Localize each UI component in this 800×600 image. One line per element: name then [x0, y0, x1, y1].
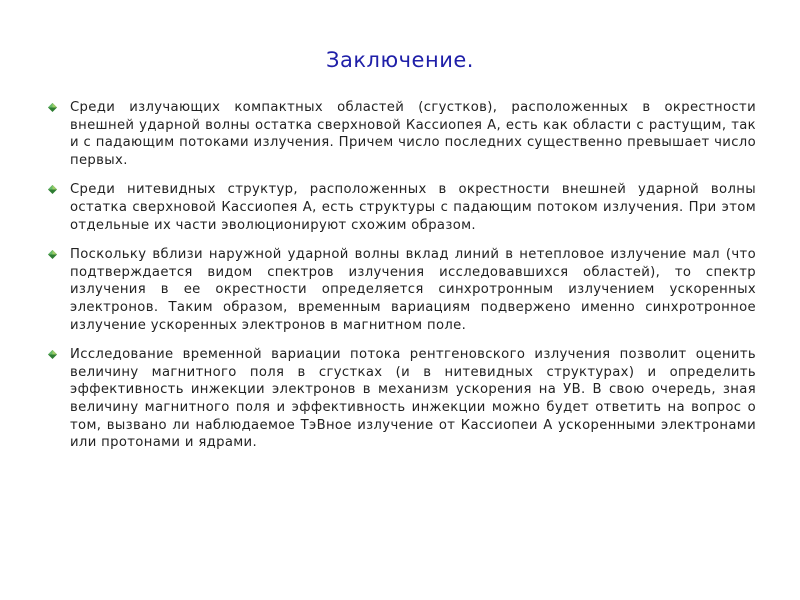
bullet-text-2: Среди нитевидных структур, расположенных в окрестности внешней ударной волны остатка сверхновой Кассиопея А, есть структуры с падающим потоком излучения. При этом отдельные их части эволюционируют схожим образом. [70, 182, 756, 233]
bullet-text-1: Среди излучающих компактных областей (сгустков), расположенных в окрестности внешней ударной волны остатка сверхновой Кассиопея А, есть как области с растущим, так и с падающим потоками излучения. Причем число последних существенно превышает число первых. [70, 100, 756, 168]
bullet-item-3 [48, 246, 756, 334]
bullet-item-2 [48, 181, 756, 234]
green-diamond-bullet-icon [48, 250, 57, 259]
bullet-text-4: Исследование временной вариации потока рентгеновского излучения позволит оценить величину магнитного поля в сгустках (и в нитевидных структурах) и определить эффективность инжекции электронов в механизм ускорения на УВ. В свою очередь, зная величину магнитного поля и эффективность инжекции можно будет ответить на вопрос о том, вызвано ли наблюдаемое ТэВное излучение от Кассиопеи А ускоренными электронами или протонами и ядрами. [70, 347, 756, 451]
bullet-item-1 [48, 99, 756, 169]
bullet-item-4 [48, 346, 756, 452]
bullet-text-3: Поскольку вблизи наружной ударной волны вклад линий в нетепловое излучение мал (что подтверждается видом спектров излучения исследовавшихся областей), то спектр излучения в ее окрестности определяется синхротронным излучением ускоренных электронов. Таким образом, временным вариациям подвержено именно синхротронное излучение ускоренных электронов в магнитном поле. [70, 247, 756, 333]
bullet-list [48, 99, 756, 464]
slide-title: Заключение. [326, 48, 474, 72]
green-diamond-bullet-icon [48, 185, 57, 194]
green-diamond-bullet-icon [48, 350, 57, 359]
green-diamond-bullet-icon [48, 103, 57, 112]
